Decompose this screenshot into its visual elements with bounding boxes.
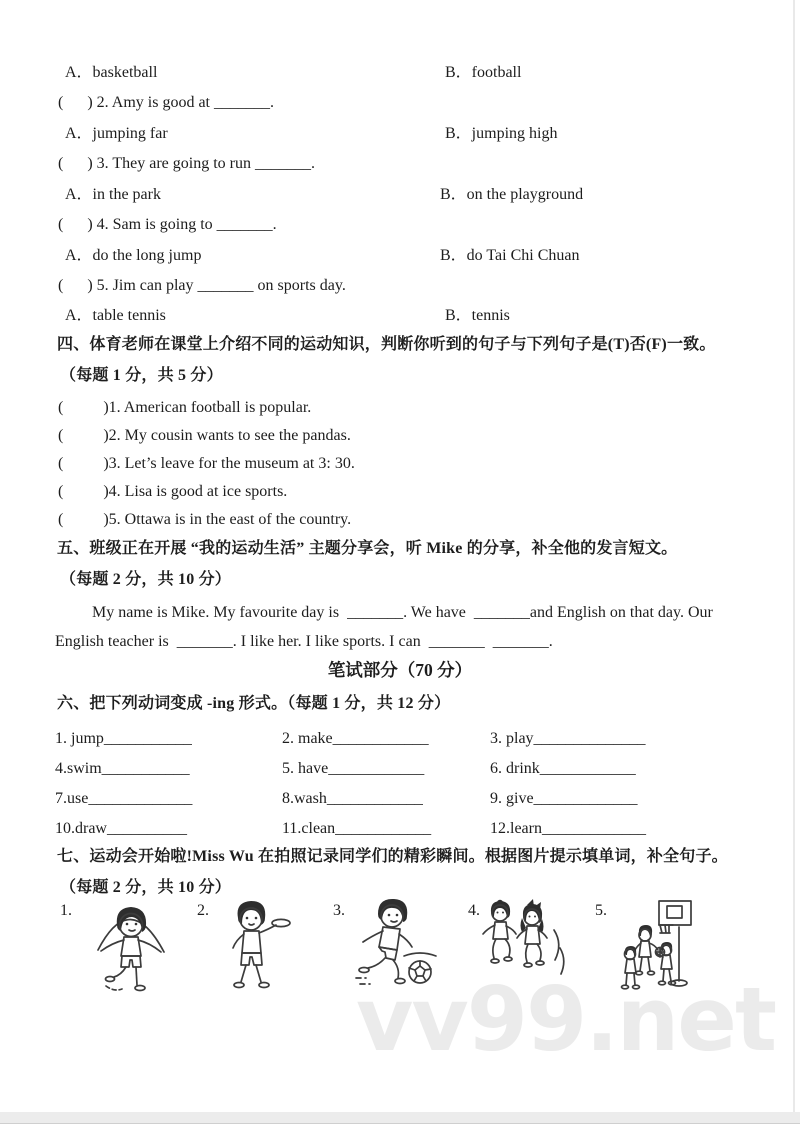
passage-line-2: English teacher is _______. I like her. I like sports. I can _______ _______. — [55, 633, 553, 650]
part5-score: （每题 2 分，共 10 分） — [60, 571, 232, 588]
verb-item-6: 6. drink____________ — [490, 760, 636, 777]
q5-option-a: A．table tennis — [65, 307, 166, 324]
picture-number-5: 5. — [595, 902, 607, 919]
passage-line-1: My name is Mike. My favourite day is _______. We have _______and English on that day. Our — [92, 604, 713, 621]
verb-item-7: 7.use_____________ — [55, 790, 193, 807]
q2-option-a: A．jumping far — [65, 125, 168, 142]
q2-text: ( ) 2. Amy is good at _______. — [58, 94, 274, 111]
q1-option-a: A．basketball — [65, 64, 158, 81]
picture-number-2: 2. — [197, 902, 209, 919]
picture-number-4: 4. — [468, 902, 480, 919]
part4-item-2: ( )2. My cousin wants to see the pandas. — [58, 427, 351, 444]
q4-option-a: A．do the long jump — [65, 247, 202, 264]
q5-text: ( ) 5. Jim can play _______ on sports day. — [58, 277, 346, 294]
q3-text: ( ) 3. They are going to run _______. — [58, 155, 315, 172]
verb-item-9: 9. give_____________ — [490, 790, 638, 807]
verb-item-10: 10.draw__________ — [55, 820, 187, 837]
part4-item-5: ( )5. Ottawa is in the east of the country. — [58, 511, 352, 528]
part5-title: 五、班级正在开展 “我的运动生活” 主题分享会，听 Mike 的分享，补全他的发言短文。 — [57, 540, 678, 557]
verb-item-2: 2. make____________ — [282, 730, 429, 747]
q1-option-b: B．football — [445, 64, 522, 81]
part4-item-3: ( )3. Let’s leave for the museum at 3: 30. — [58, 455, 355, 472]
picture-jumping-rope — [88, 896, 173, 1001]
part4-title: 四、体育老师在课堂上介绍不同的运动知识，判断你听到的句子与下列句子是(T)否(F)一致。 — [57, 336, 716, 353]
picture-playing-football — [348, 896, 440, 1001]
part7-title: 七、运动会开始啦!Miss Wu 在拍照记录同学们的精彩瞬间。根据图片提示填单词，补全句子。 — [57, 848, 728, 865]
q2-option-b: B．jumping high — [445, 125, 558, 142]
verb-item-3: 3. play______________ — [490, 730, 646, 747]
part4-item-1: ( )1. American football is popular. — [58, 399, 312, 416]
verb-item-4: 4.swim___________ — [55, 760, 190, 777]
verb-item-8: 8.wash____________ — [282, 790, 423, 807]
q4-text: ( ) 4. Sam is going to _______. — [58, 216, 277, 233]
part7-score: （每题 2 分，共 10 分） — [60, 879, 232, 896]
part6-title: 六、把下列动词变成 -ing 形式。（每题 1 分，共 12 分） — [57, 695, 451, 712]
verb-item-12: 12.learn_____________ — [490, 820, 646, 837]
picture-number-3: 3. — [333, 902, 345, 919]
picture-playing-basketball — [615, 891, 697, 1001]
picture-number-1: 1. — [60, 902, 72, 919]
q3-option-a: A．in the park — [65, 186, 161, 203]
q3-option-b: B．on the playground — [440, 186, 584, 203]
picture-running-race — [478, 896, 566, 996]
part4-item-4: ( )4. Lisa is good at ice sports. — [58, 483, 288, 500]
q5-option-b: B．tennis — [445, 307, 510, 324]
verb-item-5: 5. have____________ — [282, 760, 425, 777]
picture-throwing-frisbee — [215, 896, 293, 1001]
verb-item-11: 11.clean____________ — [282, 820, 432, 837]
verb-item-1: 1. jump___________ — [55, 730, 192, 747]
q4-option-b: B．do Tai Chi Chuan — [440, 247, 580, 264]
frisbee-icon — [272, 919, 290, 926]
watermark: vv99.net — [356, 968, 776, 1071]
part4-score: （每题 1 分，共 5 分） — [60, 367, 223, 384]
written-part-heading: 笔试部分（70 分） — [327, 660, 473, 680]
